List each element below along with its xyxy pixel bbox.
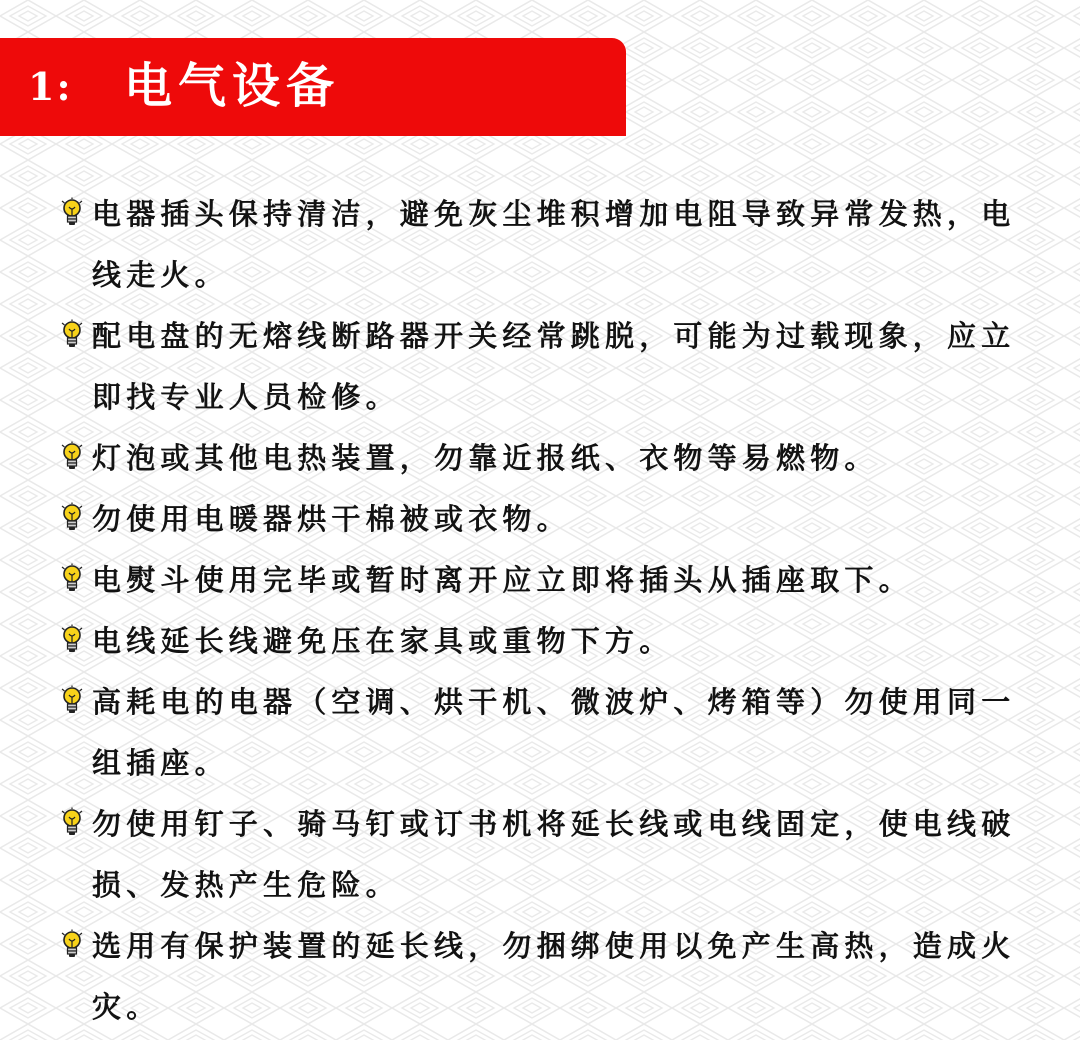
tip-item: [58, 306, 1038, 428]
section-title: 电气设备: [124, 58, 341, 114]
tip-item: [58, 489, 1038, 550]
lightbulb-icon: [60, 624, 84, 656]
lightbulb-icon: [60, 563, 84, 595]
tip-text: 配电盘的无熔线断路器开关经常跳脱，可能为过载现象，应立即找专业人员检修。: [92, 319, 1016, 414]
tip-item: [58, 550, 1038, 611]
lightbulb-icon: [60, 319, 84, 351]
lightbulb-icon: [60, 441, 84, 473]
tip-item: [58, 672, 1038, 794]
lightbulb-icon: [60, 502, 84, 534]
tip-text: 选用有保护装置的延长线，勿捆绑使用以免产生高热，造成火灾。: [92, 929, 1016, 1024]
lightbulb-icon: [60, 197, 84, 229]
tip-item: [58, 428, 1038, 489]
tip-text: 高耗电的电器（空调、烘干机、微波炉、烤箱等）勿使用同一组插座。: [92, 685, 1016, 780]
tip-item: [58, 611, 1038, 672]
tip-text: 灯泡或其他电热装置，勿靠近报纸、衣物等易燃物。: [92, 441, 879, 475]
tip-text: 电器插头保持清洁，避免灰尘堆积增加电阻导致异常发热，电线走火。: [92, 197, 1016, 292]
lightbulb-icon: [60, 685, 84, 717]
tip-item: [58, 794, 1038, 916]
tip-item: [58, 184, 1038, 306]
tips-list: [58, 184, 1038, 1038]
tip-text: 电熨斗使用完毕或暂时离开应立即将插头从插座取下。: [92, 563, 913, 597]
tip-text: 勿使用电暖器烘干棉被或衣物。: [92, 502, 571, 536]
section-number: 1:: [28, 64, 73, 109]
tip-item: [58, 916, 1038, 1038]
section-title-banner: [0, 38, 626, 136]
lightbulb-icon: [60, 807, 84, 839]
tip-text: 电线延长线避免压在家具或重物下方。: [92, 624, 674, 658]
lightbulb-icon: [60, 929, 84, 961]
tip-text: 勿使用钉子、骑马钉或订书机将延长线或电线固定，使电线破损、发热产生危险。: [92, 807, 1016, 902]
